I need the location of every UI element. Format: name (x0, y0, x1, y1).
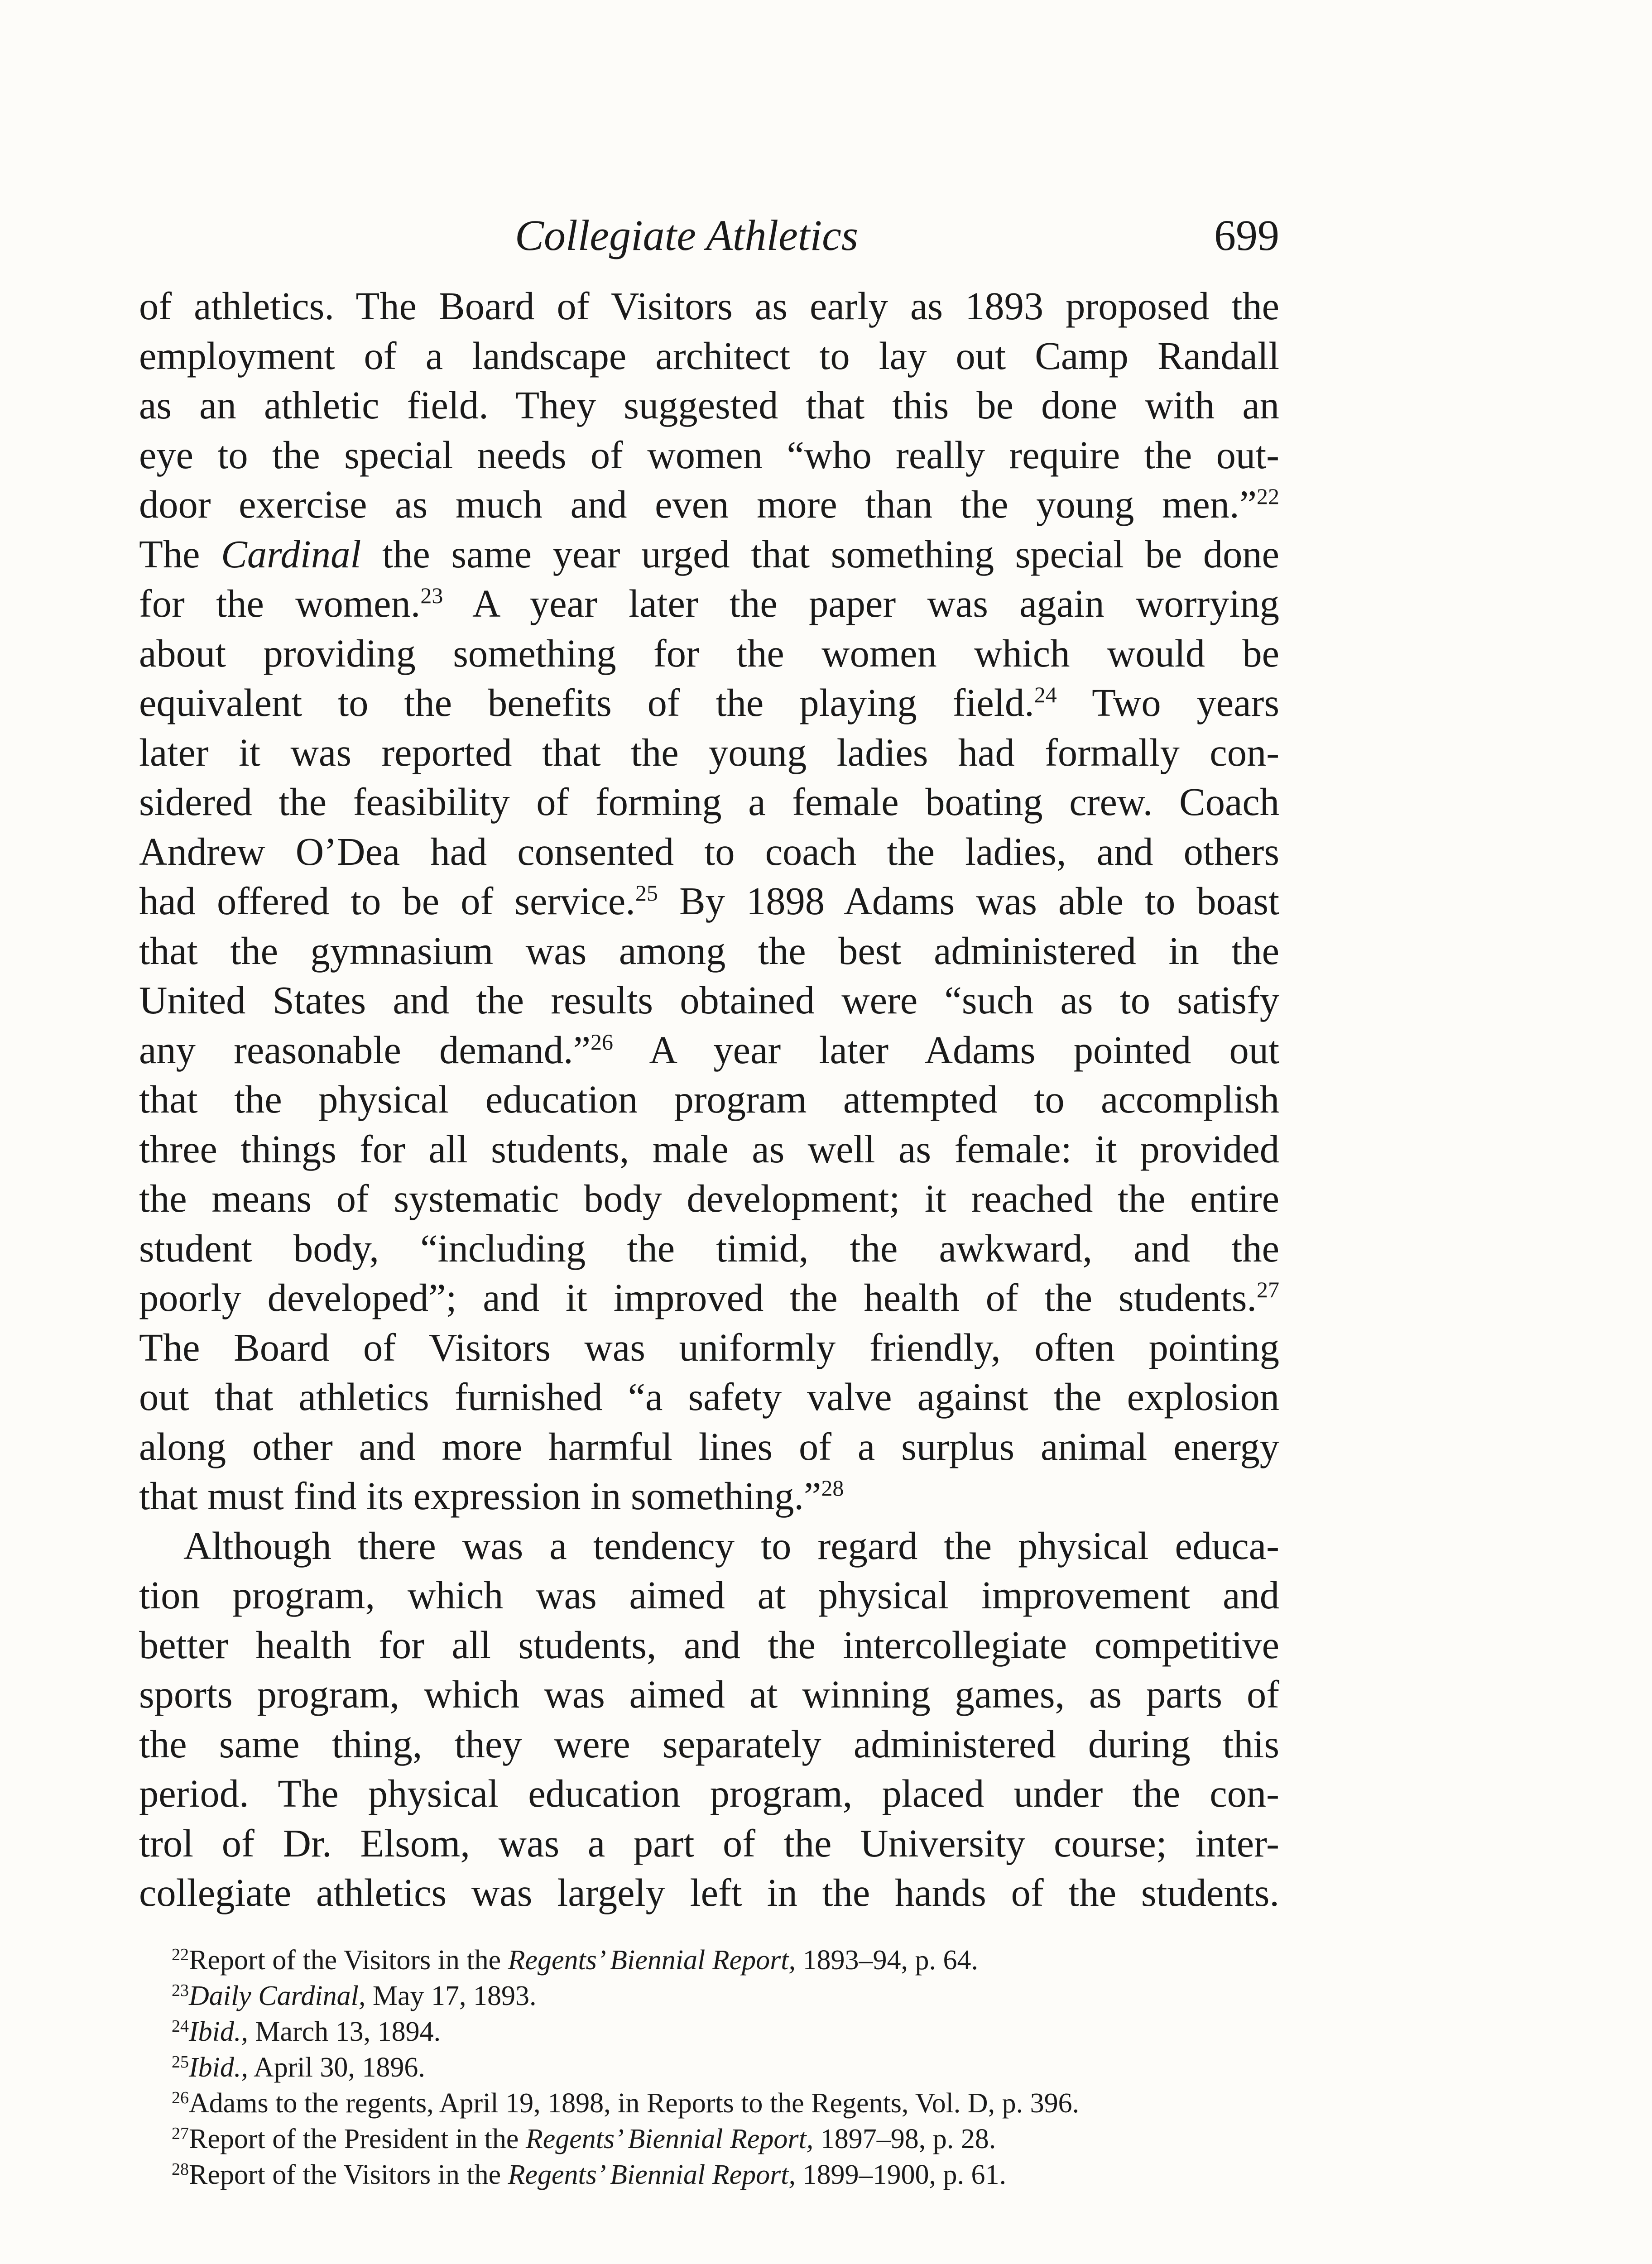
footnote-text: Report of the President in the (189, 2124, 526, 2154)
footnote-text: 1897–98, p. 28. (813, 2124, 996, 2154)
text-segment: poorly developed”; and it improved the health of the students. (139, 1276, 1257, 1319)
text-line: employment of a landscape architect to lay out Camp Randall (139, 334, 1279, 378)
page-number: 699 (1214, 211, 1279, 259)
text-segment: for the women. (139, 582, 421, 625)
paragraph-2 (139, 1521, 1279, 1918)
text-line: three things for all students, male as well as female: it provided (139, 1127, 1279, 1171)
text-line: Andrew O’Dea had consented to coach the ladies, and others (139, 830, 1279, 873)
footnote-number: 27 (172, 2124, 189, 2143)
text-line: trol of Dr. Elsom, was a part of the University course; inter- (139, 1821, 1279, 1865)
text-segment: A year later the paper was again worrying (472, 582, 1279, 625)
footnote-ref: 26 (590, 1029, 613, 1055)
text-segment: The (139, 532, 200, 576)
footnote-text: May 17, 1893. (365, 1981, 537, 2011)
footnote-italic: Daily Cardinal, (189, 1981, 366, 2011)
paragraph-1 (139, 282, 1279, 1521)
text-segment: By 1898 Adams was able to boast (679, 879, 1279, 923)
footnote-ref: 23 (420, 583, 443, 608)
page-header (139, 206, 1279, 274)
footnote-italic: Ibid., (189, 2016, 248, 2047)
footnote-text: April 30, 1896. (248, 2052, 425, 2083)
text-line (139, 579, 1279, 629)
text-line: Although there was a tendency to regard the physical educa- (183, 1524, 1279, 1568)
footnote-italic: Ibid., (189, 2052, 248, 2083)
footnote-number: 25 (172, 2053, 189, 2072)
footnote-ref: 28 (821, 1475, 844, 1501)
text-line (139, 877, 1279, 926)
footnote-number: 28 (172, 2160, 189, 2179)
footnote (139, 2086, 1279, 2121)
text-segment: that must find its expression in something.” (139, 1474, 821, 1518)
text-line: period. The physical education program, placed under the con- (139, 1772, 1279, 1815)
footnote (139, 2014, 1279, 2050)
text-line (139, 678, 1279, 728)
text-line: as an athletic field. They suggested that this be done with an (139, 384, 1279, 427)
footnote-italic: Regents’ Biennial Report, (525, 2124, 814, 2154)
text-line: collegiate athletics was largely left in the hands of the students. (139, 1871, 1279, 1914)
footnote-ref: 27 (1257, 1277, 1279, 1302)
footnote-italic: Regents’ Biennial Report, (508, 1945, 796, 1976)
text-segment: any reasonable demand.” (139, 1028, 591, 1072)
text-line: later it was reported that the young ladies had formally con- (139, 730, 1279, 774)
footnote-number: 24 (172, 2017, 189, 2036)
text-segment: A year later Adams pointed out (649, 1028, 1279, 1072)
footnote (139, 2050, 1279, 2086)
footnote-ref: 22 (1257, 484, 1279, 509)
text-segment: Two years (1092, 681, 1279, 724)
text-line (139, 1472, 1279, 1521)
footnote-number: 23 (172, 1981, 189, 2000)
footnote-number: 26 (172, 2088, 189, 2107)
text-line: that the physical education program attempted to accomplish (139, 1078, 1279, 1121)
text-segment: the same year urged that something special be done (382, 532, 1279, 576)
text-segment: equivalent to the benefits of the playing field. (139, 681, 1034, 724)
text-line: United States and the results obtained were “such as to satisfy (139, 979, 1279, 1022)
text-line: better health for all students, and the intercollegiate competitive (139, 1623, 1279, 1667)
footnote (139, 2121, 1279, 2157)
footnote-text: 1899–1900, p. 61. (795, 2159, 1006, 2190)
text-line: along other and more harmful lines of a surplus animal energy (139, 1425, 1279, 1468)
text-line: the same thing, they were separately administered during this (139, 1722, 1279, 1766)
text-segment: had offered to be of service. (139, 879, 635, 923)
text-line (139, 480, 1279, 530)
footnote (139, 1943, 1279, 1978)
text-segment: door exercise as much and even more than the young men.” (139, 483, 1257, 526)
text-line: eye to the special needs of women “who really require the out- (139, 433, 1279, 477)
footnote-number: 22 (172, 1945, 189, 1964)
footnote (139, 2157, 1279, 2193)
text-line: about providing something for the women which would be (139, 631, 1279, 675)
body-text (139, 282, 1279, 1918)
footnote-text: Report of the Visitors in the (189, 2159, 508, 2190)
footnotes (139, 1943, 1279, 2193)
text-line: The Board of Visitors was uniformly friendly, often pointing (139, 1325, 1279, 1369)
text-line: sidered the feasibility of forming a female boating crew. Coach (139, 780, 1279, 824)
text-line: the means of systematic body development; it reached the entire (139, 1177, 1279, 1220)
text-segment: Cardinal (221, 532, 361, 576)
footnote-text: March 13, 1894. (248, 2016, 441, 2047)
footnote-text: 1893–94, p. 64. (795, 1945, 978, 1976)
text-line: tion program, which was aimed at physical improvement and (139, 1573, 1279, 1617)
text-line (139, 1273, 1279, 1323)
text-line: student body, “including the timid, the awkward, and the (139, 1226, 1279, 1270)
text-line: that the gymnasium was among the best administered in the (139, 929, 1279, 973)
footnote-ref: 24 (1034, 682, 1057, 707)
running-title: Collegiate Athletics (515, 211, 859, 259)
text-line: of athletics. The Board of Visitors as early as 1893 proposed the (139, 284, 1279, 328)
text-line: out that athletics furnished “a safety valve against the explosion (139, 1375, 1279, 1419)
footnote-ref: 25 (635, 880, 658, 906)
footnote-italic: Regents’ Biennial Report, (508, 2159, 796, 2190)
footnote (139, 1978, 1279, 2014)
footnote-text: Report of the Visitors in the (189, 1945, 508, 1976)
text-line: sports program, which was aimed at winning games, as parts of (139, 1673, 1279, 1716)
text-line (139, 1026, 1279, 1075)
footnote-text: Adams to the regents, April 19, 1898, in Reports to the Regents, Vol. D, p. 396. (189, 2088, 1080, 2119)
text-line (139, 530, 1279, 580)
